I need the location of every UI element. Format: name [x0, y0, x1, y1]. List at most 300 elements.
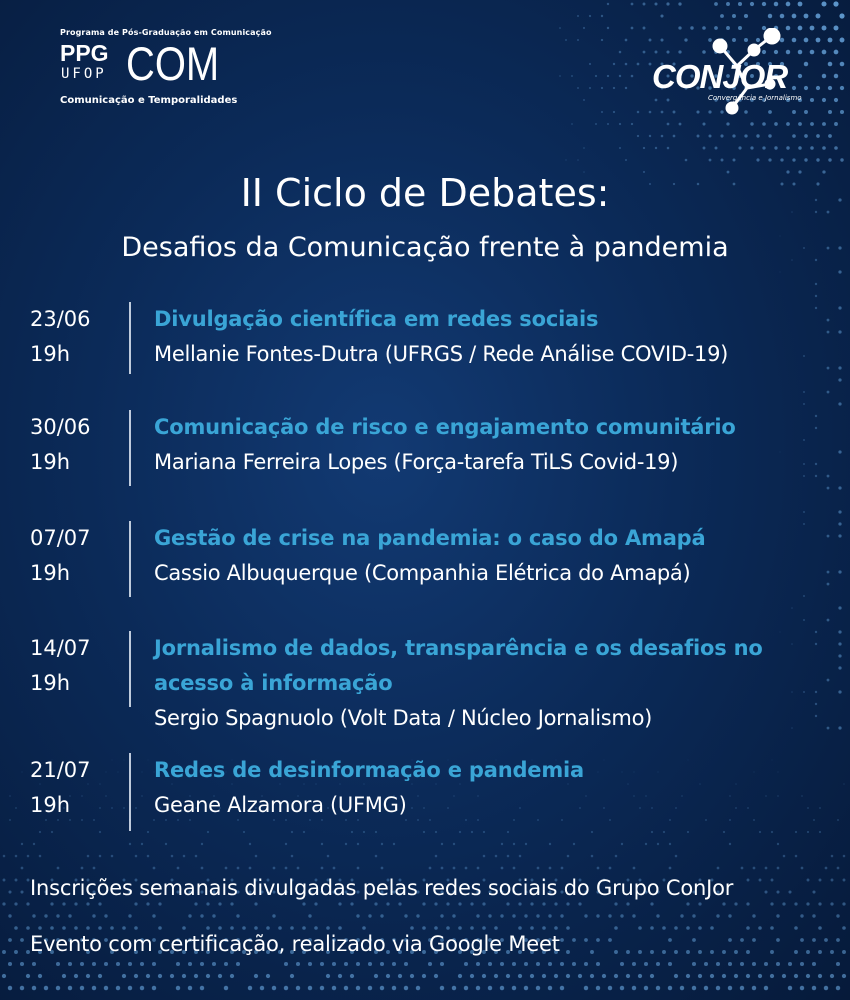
decor-dot	[507, 855, 510, 858]
decor-dot	[501, 843, 503, 845]
decor-dot	[393, 843, 395, 845]
decor-dot	[740, 962, 744, 966]
decor-dot	[381, 843, 383, 845]
decor-dot	[710, 926, 714, 930]
decor-dot	[692, 986, 696, 990]
decor-dot	[92, 986, 96, 990]
decor-dot	[818, 902, 821, 905]
decor-dot	[140, 986, 144, 990]
decor-dot	[21, 771, 22, 772]
decor-dot	[675, 855, 678, 858]
decor-dot	[744, 14, 748, 18]
ppgcom-logo-ppg: PPG	[60, 40, 109, 66]
decor-dot	[740, 938, 744, 942]
decor-dot	[776, 914, 779, 917]
decor-dot	[128, 914, 131, 917]
decor-dot	[224, 962, 228, 966]
decor-dot	[530, 974, 534, 978]
decor-dot	[8, 962, 12, 966]
decor-dot	[810, 98, 814, 102]
decor-dot	[584, 914, 587, 917]
decor-dot	[732, 14, 736, 18]
decor-dot	[381, 867, 384, 870]
decor-dot	[669, 867, 672, 870]
decor-dot	[104, 914, 107, 917]
decor-dot	[750, 122, 753, 125]
decor-dot	[656, 962, 660, 966]
decor-dot	[643, 27, 646, 30]
decor-dot	[824, 938, 828, 942]
decor-dot	[249, 843, 251, 845]
decor-dot	[779, 271, 780, 272]
decor-dot	[620, 914, 623, 917]
decor-dot	[152, 986, 156, 990]
decor-dot	[285, 843, 287, 845]
decor-dot	[812, 962, 816, 966]
decor-dot	[147, 759, 148, 760]
decor-dot	[833, 1, 838, 6]
decor-dot	[429, 867, 432, 870]
decor-dot	[116, 986, 120, 990]
decor-dot	[697, 135, 700, 138]
decor-dot	[141, 771, 142, 772]
conjor-logo-name: CONJOR	[652, 58, 788, 95]
decor-dot	[465, 867, 468, 870]
decor-dot	[782, 974, 786, 978]
decor-dot	[667, 147, 670, 150]
decor-dot	[206, 974, 210, 978]
decor-dot	[590, 950, 594, 954]
decor-dot	[308, 986, 312, 990]
decor-dot	[577, 15, 579, 17]
decor-dot	[122, 974, 126, 978]
decor-dot	[296, 962, 300, 966]
decor-dot	[565, 159, 566, 160]
decor-dot	[780, 158, 783, 161]
decor-dot	[416, 914, 419, 917]
decor-dot	[243, 831, 245, 833]
decor-dot	[435, 831, 437, 833]
decor-dot	[452, 986, 456, 990]
decor-dot	[68, 962, 72, 966]
decor-dot	[679, 123, 682, 126]
decor-dot	[571, 75, 573, 77]
decor-dot	[476, 914, 479, 917]
decor-dot	[803, 391, 805, 393]
decor-dot	[368, 914, 371, 917]
decor-dot	[135, 807, 137, 809]
decor-dot	[596, 914, 599, 917]
decor-dot	[818, 974, 822, 978]
decor-dot	[99, 831, 101, 833]
event-speaker: Geane Alzamora (UFMG)	[154, 793, 407, 817]
event-details	[154, 631, 844, 736]
decor-dot	[321, 867, 324, 870]
decor-dot	[794, 974, 798, 978]
decor-dot	[840, 38, 845, 43]
decor-dot	[631, 3, 634, 6]
decor-dot	[591, 855, 594, 858]
decor-dot	[404, 986, 408, 990]
decor-dot	[663, 831, 665, 833]
event-title: Redes de desinformação e pandemia	[154, 758, 584, 782]
decor-dot	[734, 950, 738, 954]
decor-dot	[218, 974, 222, 978]
decor-dot	[668, 938, 672, 942]
decor-dot	[810, 50, 815, 55]
decor-dot	[608, 986, 612, 990]
decor-dot	[798, 122, 802, 126]
decor-dot	[613, 111, 615, 113]
decor-dot	[818, 926, 822, 930]
decor-dot	[255, 855, 258, 858]
decor-dot	[716, 962, 720, 966]
decor-dot	[158, 974, 162, 978]
decor-dot	[566, 974, 570, 978]
decor-dot	[476, 962, 480, 966]
decor-dot	[560, 962, 564, 966]
decor-dot	[476, 986, 480, 990]
decor-dot	[812, 986, 816, 990]
decor-dot	[788, 986, 792, 990]
decor-dot	[792, 158, 795, 161]
conjor-logo-tagline: Convergência e Jornalismo	[708, 94, 802, 102]
decor-dot	[601, 111, 603, 113]
decor-dot	[668, 986, 672, 990]
decor-dot	[602, 974, 606, 978]
decor-dot	[176, 962, 180, 966]
decor-dot	[722, 974, 726, 978]
decor-dot	[660, 14, 663, 17]
decor-dot	[571, 123, 573, 125]
decor-dot	[806, 950, 810, 954]
decor-dot	[9, 795, 11, 797]
decor-dot	[548, 914, 551, 917]
decor-dot	[704, 962, 708, 966]
decor-dot	[615, 855, 618, 858]
decor-dot	[669, 843, 671, 845]
decor-dot	[32, 914, 35, 917]
decor-dot	[565, 39, 567, 41]
decor-dot	[471, 831, 473, 833]
event-details	[154, 521, 844, 591]
decor-dot	[416, 986, 420, 990]
decor-dot	[183, 855, 186, 858]
decor-dot	[524, 962, 528, 966]
decor-dot	[637, 111, 640, 114]
decor-dot	[709, 159, 712, 162]
decor-dot	[816, 158, 819, 161]
event-date: 30/06	[30, 415, 91, 439]
decor-dot	[99, 855, 102, 858]
decor-dot	[822, 74, 826, 78]
decor-dot	[584, 938, 588, 942]
decor-dot	[273, 867, 276, 870]
decor-dot	[720, 134, 723, 137]
decor-dot	[441, 867, 444, 870]
event-date-time	[30, 631, 125, 701]
decor-dot	[380, 986, 384, 990]
decor-dot	[827, 619, 830, 622]
decor-dot	[666, 2, 669, 5]
decor-dot	[776, 938, 780, 942]
decor-dot	[791, 607, 793, 609]
decor-dot	[500, 986, 504, 990]
decor-dot	[708, 134, 711, 137]
decor-dot	[140, 962, 144, 966]
decor-dot	[770, 926, 774, 930]
event-title: Divulgação científica em redes sociais	[154, 307, 599, 331]
decor-dot	[512, 914, 515, 917]
decor-dot	[188, 914, 191, 917]
decor-dot	[500, 962, 504, 966]
decor-dot	[536, 986, 540, 990]
decor-dot	[483, 855, 486, 858]
decor-dot	[619, 123, 621, 125]
decor-dot	[834, 74, 838, 78]
ppgcom-logo-program: Programa de Pós-Graduação em Comunicação	[60, 28, 272, 37]
decor-dot	[812, 938, 816, 942]
decor-dot	[597, 867, 600, 870]
event-details	[154, 753, 844, 823]
decor-dot	[536, 914, 539, 917]
decor-dot	[506, 974, 510, 978]
event-speaker: Cassio Albuquerque (Companhia Elétrica do Amapá)	[154, 561, 691, 585]
decor-dot	[15, 807, 17, 809]
decor-dot	[68, 986, 72, 990]
decor-dot	[625, 159, 627, 161]
decor-dot	[770, 950, 774, 954]
decor-dot	[146, 974, 150, 978]
decor-dot	[831, 879, 834, 882]
decor-dot	[774, 122, 778, 126]
decor-dot	[762, 146, 765, 149]
decor-dot	[788, 962, 792, 966]
decor-dot	[440, 986, 444, 990]
decor-dot	[38, 974, 42, 978]
decor-dot	[2, 902, 5, 905]
decor-dot	[752, 962, 756, 966]
decor-dot	[822, 98, 826, 102]
decor-dot	[357, 867, 360, 870]
decor-dot	[14, 950, 18, 954]
decor-dot	[655, 147, 657, 149]
decor-dot	[254, 974, 258, 978]
decor-dot	[464, 962, 468, 966]
decor-dot	[488, 986, 492, 990]
decor-dot	[637, 63, 640, 66]
decor-dot	[68, 914, 71, 917]
decor-dot	[20, 938, 24, 942]
decor-dot	[519, 855, 522, 858]
decor-dot	[782, 902, 785, 905]
decor-dot	[290, 974, 294, 978]
decor-dot	[710, 974, 714, 978]
decor-dot	[326, 974, 330, 978]
decor-dot	[804, 158, 807, 161]
decor-dot	[816, 14, 821, 19]
decor-dot	[573, 843, 575, 845]
decor-dot	[795, 831, 797, 833]
decor-dot	[147, 831, 149, 833]
decor-dot	[104, 986, 108, 990]
decor-dot	[56, 962, 60, 966]
decor-dot	[819, 831, 821, 833]
decor-dot	[734, 974, 738, 978]
decor-dot	[284, 962, 288, 966]
page-subtitle: Desafios da Comunicação frente à pandemia	[121, 232, 729, 263]
decor-dot	[560, 914, 563, 917]
decor-dot	[435, 855, 438, 858]
decor-dot	[549, 867, 552, 870]
event-date-time	[30, 521, 125, 591]
decor-dot	[608, 914, 611, 917]
footer-certification-note: Evento com certificação, realizado via Google Meet	[30, 932, 560, 956]
decor-dot	[638, 950, 642, 954]
decor-dot	[303, 831, 305, 833]
decor-dot	[741, 867, 744, 870]
decor-dot	[834, 50, 839, 55]
decor-dot	[842, 926, 846, 930]
decor-dot	[840, 86, 844, 90]
decor-dot	[825, 867, 828, 870]
decor-dot	[296, 986, 300, 990]
decor-dot	[44, 914, 47, 917]
decor-dot	[86, 974, 90, 978]
decor-dot	[554, 974, 558, 978]
decor-dot	[572, 962, 576, 966]
decor-dot	[272, 914, 275, 917]
decor-dot	[836, 914, 839, 917]
decor-dot	[764, 986, 768, 990]
decor-dot	[488, 962, 492, 966]
decor-dot	[27, 855, 30, 858]
decor-dot	[129, 843, 131, 845]
decor-dot	[356, 914, 359, 917]
decor-dot	[620, 986, 624, 990]
decor-dot	[458, 974, 462, 978]
decor-dot	[774, 146, 777, 149]
decor-dot	[752, 914, 755, 917]
decor-dot	[800, 914, 803, 917]
decor-dot	[643, 51, 646, 54]
decor-dot	[392, 962, 396, 966]
decor-dot	[703, 147, 706, 150]
decor-dot	[842, 974, 846, 978]
decor-dot	[507, 831, 509, 833]
decor-dot	[720, 14, 724, 18]
decor-dot	[272, 986, 276, 990]
decor-dot	[804, 62, 808, 66]
decor-dot	[548, 962, 552, 966]
decor-dot	[680, 914, 683, 917]
decor-dot	[704, 986, 708, 990]
decor-dot	[584, 962, 588, 966]
decor-dot	[333, 867, 336, 870]
decor-dot	[838, 270, 841, 273]
decor-dot	[248, 986, 252, 990]
event-time: 19h	[30, 561, 71, 585]
decor-dot	[224, 986, 228, 990]
decor-dot	[803, 619, 805, 621]
decor-dot	[822, 146, 826, 150]
decor-dot	[798, 2, 803, 7]
decor-dot	[363, 831, 365, 833]
decor-dot	[8, 890, 11, 893]
decor-dot	[116, 962, 120, 966]
decor-dot	[827, 391, 830, 394]
decor-dot	[596, 986, 600, 990]
decor-dot	[566, 926, 570, 930]
decor-dot	[230, 974, 234, 978]
decor-dot	[728, 938, 732, 942]
decor-dot	[644, 986, 648, 990]
decor-dot	[284, 986, 288, 990]
decor-dot	[815, 295, 817, 297]
decor-dot	[464, 986, 468, 990]
decor-dot	[687, 831, 689, 833]
decor-dot	[332, 986, 336, 990]
decor-dot	[589, 63, 591, 65]
event-speaker: Mariana Ferreira Lopes (Força-tarefa TiLS Covid-19)	[154, 450, 679, 474]
conjor-logo	[652, 28, 802, 118]
decor-dot	[483, 831, 485, 833]
decor-dot	[632, 914, 635, 917]
decor-dot	[200, 962, 204, 966]
decor-dot	[583, 147, 585, 149]
decor-dot	[152, 962, 156, 966]
decor-dot	[759, 831, 761, 833]
decor-dot	[20, 986, 24, 990]
event-date: 07/07	[30, 526, 91, 550]
event-divider	[129, 631, 131, 707]
decor-dot	[141, 843, 143, 845]
decor-dot	[374, 974, 378, 978]
decor-dot	[803, 511, 805, 513]
decor-dot	[176, 986, 180, 990]
decor-dot	[762, 122, 766, 126]
decor-dot	[792, 134, 796, 138]
decor-dot	[806, 902, 809, 905]
decor-dot	[792, 14, 797, 19]
decor-dot	[828, 134, 832, 138]
decor-dot	[834, 146, 838, 150]
decor-dot	[816, 134, 820, 138]
decor-dot	[710, 950, 714, 954]
decor-dot	[824, 986, 828, 990]
decor-dot	[27, 879, 30, 882]
decor-dot	[135, 855, 138, 858]
decor-dot	[838, 486, 841, 489]
decor-dot	[537, 867, 540, 870]
decor-dot	[620, 962, 624, 966]
decor-dot	[147, 855, 150, 858]
decor-dot	[584, 986, 588, 990]
decor-dot	[815, 283, 817, 285]
decor-dot	[495, 855, 498, 858]
decor-dot	[649, 63, 652, 66]
decor-dot	[459, 831, 461, 833]
decor-dot	[698, 974, 702, 978]
decor-dot	[828, 38, 833, 43]
decor-dot	[753, 867, 756, 870]
decor-dot	[621, 843, 623, 845]
decor-dot	[746, 902, 749, 905]
decor-dot	[637, 135, 639, 137]
decor-dot	[356, 986, 360, 990]
decor-dot	[715, 147, 718, 150]
decor-dot	[686, 950, 690, 954]
